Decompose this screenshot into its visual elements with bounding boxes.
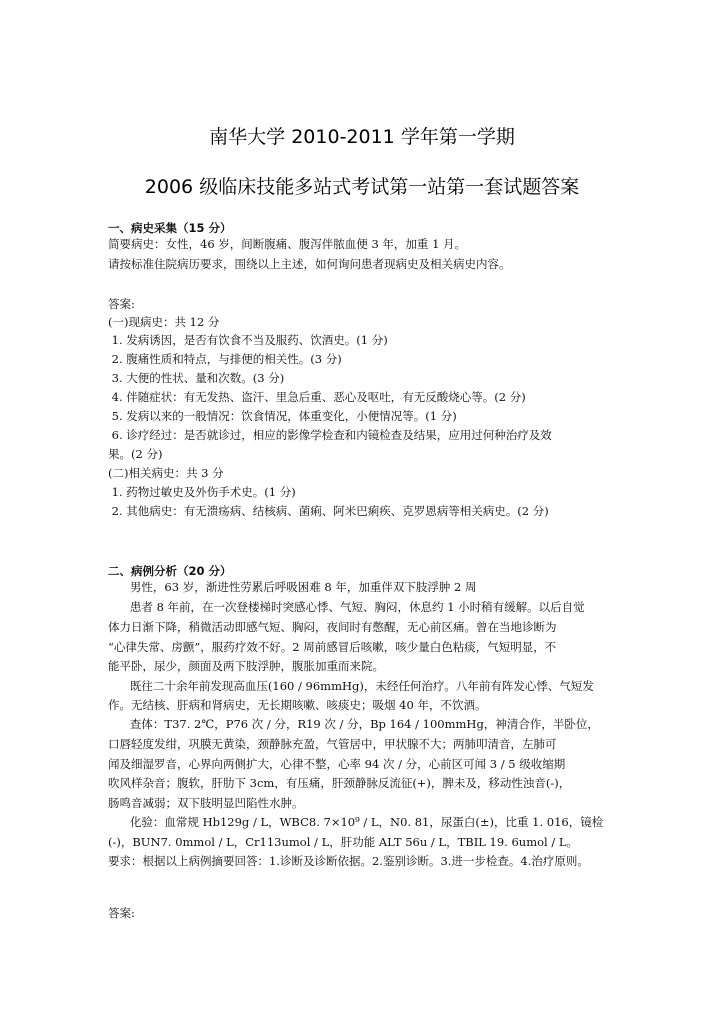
answer-line: 2. 其他病史：有无溃疡病、结核病、菌痢、阿米巴痢疾、克罗恩病等相关病史。(2 分) — [108, 504, 549, 518]
answer-line: 4. 伴随症状：有无发热、盗汗、里急后重、恶心及呕吐，有无反酸烧心等。(2 分) — [108, 390, 526, 404]
answer-line: 1. 药物过敏史及外伤手术史。(1 分) — [108, 485, 296, 499]
answer-line: 5. 发病以来的一般情况：饮食情况，体重变化，小便情况等。(1 分) — [108, 409, 457, 423]
case-line: 化验：血常规 Hb129g / L，WBC8. 7×10⁹ / L，N0. 81，尿蛋白(±)，比重 1. 016，镜检 — [108, 815, 604, 829]
case-line: 吹风样杂音；腹软，肝肋下 3cm，有压痛，肝颈静脉反流征(+)，脾未及，移动性浊音(-)， — [108, 776, 571, 790]
case-line: 作。无结核、肝病和肾病史，无长期咳嗽、咳痰史；吸烟 40 年，不饮酒。 — [108, 698, 487, 712]
case-line: (-)，BUN7. 0mmol / L，Cr113umol / L，肝功能 ALT 56u / L，TBIL 19. 6umol / L。 — [108, 835, 579, 849]
case-line: 男性，63 岁，渐进性劳累后呼吸困难 8 年，加重伴双下肢浮肿 2 周 — [108, 580, 477, 594]
answer-line: (二)相关病史：共 3 分 — [108, 466, 224, 480]
case-line: 体力日渐下降，稍微活动即感气短、胸闷，夜间时有憋醒，无心前区痛。曾在当地诊断为 — [108, 620, 557, 634]
case-line: 闻及细湿罗音，心界向两侧扩大，心律不整，心率 94 次 / 分，心前区可闻 3 / 5 级收缩期 — [108, 757, 566, 771]
case-line: 要求：根据以上病例摘要回答：1.诊断及诊断依据。2.鉴别诊断。3.进一步检查。4.治疗原则。 — [108, 854, 589, 868]
case-line: “心律失常、房颤”，服药疗效不好。2 周前感冒后咳嗽，咳少量白色粘痰，气短明显，不 — [108, 640, 557, 654]
answer-line: 2. 腹痛性质和特点，与排便的相关性。(3 分) — [108, 352, 342, 366]
answer-line: (一)现病史：共 12 分 — [108, 315, 220, 329]
answer-label: 答案: — [108, 906, 135, 920]
answer-line: 6. 诊疗经过：是否就诊过，相应的影像学检查和内镜检查及结果，应用过何种治疗及效 — [108, 428, 552, 442]
answer-line: 果。(2 分) — [108, 447, 163, 461]
answer-line: 1. 发病诱因，是否有饮食不当及服药、饮酒史。(1 分) — [108, 333, 388, 347]
section1-heading: 一、病史采集（15 分） — [108, 221, 232, 235]
answer-label: 答案: — [108, 297, 135, 311]
case-line: 肠鸣音减弱；双下肢明显凹陷性水肿。 — [108, 796, 304, 810]
case-line: 查体：T37. 2℃，P76 次 / 分，R19 次 / 分，Bp 164 / 100mmHg，神清合作，半卧位， — [108, 717, 599, 731]
case-line: 既往二十余年前发现高血压(160 / 96mmHg)，未经任何治疗。八年前有阵发心悸、气短发 — [108, 679, 594, 693]
case-line: 口唇轻度发绀，巩膜无黄染，颈静脉充盈，气管居中，甲状腺不大；两肺叩清音，左肺可 — [108, 737, 557, 751]
answer-line: 3. 大便的性状、量和次数。(3 分) — [108, 371, 285, 385]
case-line: 能平卧，尿少，颜面及两下肢浮肿，腹胀加重而来院。 — [108, 659, 384, 673]
document-subtitle: 2006 级临床技能多站式考试第一站第一套试题答案 — [144, 176, 580, 198]
section1-line: 简要病史：女性，46 岁，间断腹痛、腹泻伴脓血便 3 年，加重 1 月。 — [108, 237, 467, 251]
section2-heading: 二、病例分析（20 分） — [108, 564, 232, 578]
case-line: 患者 8 年前，在一次登楼梯时突感心悸、气短、胸闷，休息约 1 小时稍有缓解。以后自觉 — [108, 600, 585, 614]
section1-line: 请按标准住院病历要求，围绕以上主述，如何询问患者现病史及相关病史内容。 — [108, 257, 511, 271]
document-title: 南华大学 2010-2011 学年第一学期 — [209, 126, 515, 148]
